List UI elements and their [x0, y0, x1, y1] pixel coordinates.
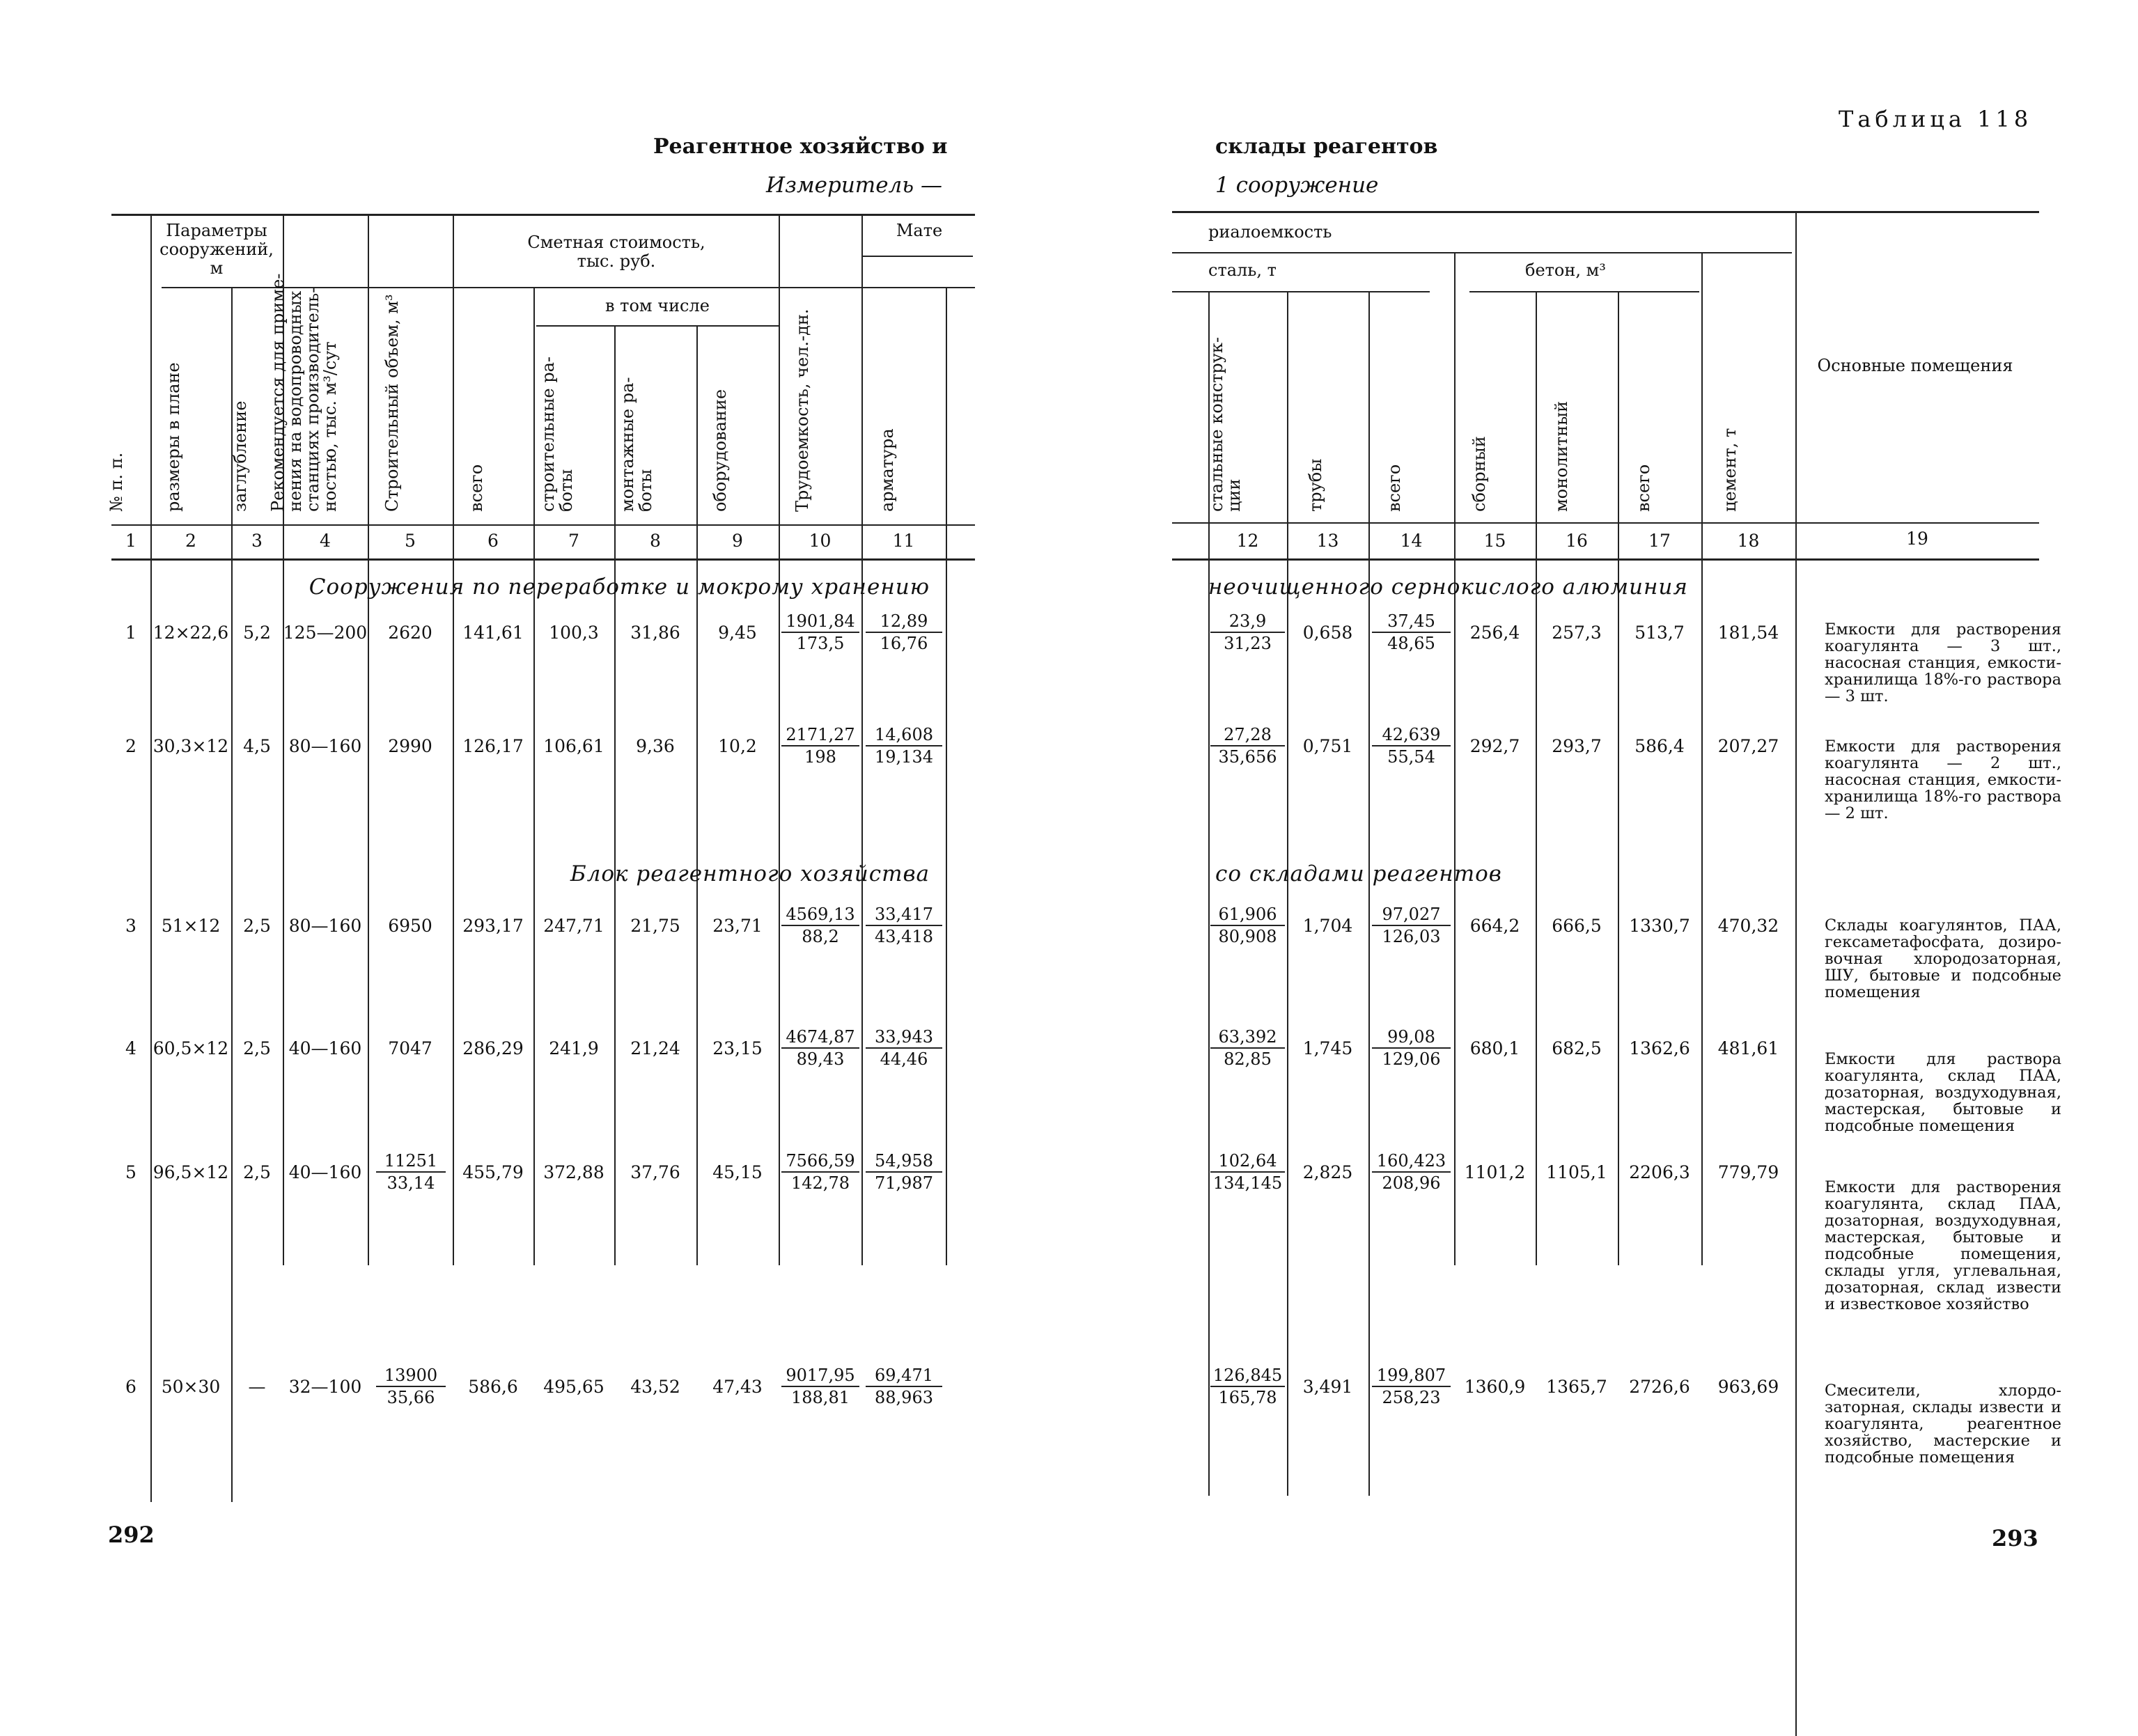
title-left: Реагентное хозяйство и: [653, 134, 948, 159]
row-steel-total-top: 99,08: [1372, 1026, 1451, 1049]
row-steel-total-top: 160,423: [1372, 1150, 1451, 1173]
row-arm-top: 33,417: [866, 904, 942, 926]
row-depth: —: [248, 1377, 266, 1397]
row-labor-top: 1901,84: [781, 611, 859, 633]
row-labor-bottom: 89,43: [796, 1049, 845, 1069]
col-number: 3: [251, 531, 263, 551]
row-labor-bottom: 173,5: [796, 634, 845, 653]
row-capacity: 125—200: [283, 623, 368, 643]
row-prefab: 680,1: [1469, 1038, 1520, 1058]
col-labor-header: Трудоемкость, чел.-дн.: [793, 308, 812, 512]
col-number: 1: [125, 531, 136, 551]
col-number: 18: [1737, 531, 1760, 551]
row-mono: 293,7: [1552, 736, 1602, 756]
row-steel-constr-top: 27,28: [1210, 724, 1285, 746]
row-depth: 5,2: [243, 623, 271, 643]
row-number: 6: [125, 1377, 136, 1397]
col-number: 12: [1236, 531, 1259, 551]
row-capacity: 80—160: [288, 916, 362, 936]
col-number: 7: [568, 531, 579, 551]
row-equip: 47,43: [712, 1377, 763, 1397]
col-number: 6: [487, 531, 499, 551]
row-concrete-total: 513,7: [1634, 623, 1685, 643]
row-steel-total: [1372, 1026, 1451, 1070]
row-steel-constr: [1210, 1150, 1285, 1194]
row-steel-total-bottom: 208,96: [1382, 1173, 1441, 1193]
row-mount: 9,36: [636, 736, 675, 756]
row-build: 372,88: [543, 1162, 604, 1182]
row-arm: [866, 1026, 942, 1070]
row-arm-bottom: 16,76: [880, 634, 928, 653]
row-volume: 6950: [388, 916, 432, 936]
section-heading-right: неочищенного сернокислого алюминия: [1208, 574, 1688, 600]
row-steel-constr-bottom: 80,908: [1218, 927, 1277, 946]
row-cement: 481,61: [1717, 1038, 1779, 1058]
row-number: 3: [125, 916, 136, 936]
row-prefab: 256,4: [1469, 623, 1520, 643]
row-prefab: 1360,9: [1464, 1377, 1526, 1397]
row-pipes: 0,658: [1302, 623, 1353, 643]
row-arm-top: 12,89: [866, 611, 942, 633]
col-total-header: всего: [467, 464, 486, 512]
row-mono: 257,3: [1552, 623, 1602, 643]
row-mono: 1105,1: [1546, 1162, 1607, 1182]
row-pipes: 2,825: [1302, 1162, 1353, 1182]
row-cement: 181,54: [1717, 623, 1779, 643]
row-pipes: 1,745: [1302, 1038, 1353, 1058]
row-labor-top: 2171,27: [781, 724, 859, 746]
row-labor: [781, 1365, 859, 1408]
row-concrete-total: 1362,6: [1629, 1038, 1690, 1058]
row-arm-bottom: 71,987: [875, 1173, 933, 1193]
row-steel-total-top: 37,45: [1372, 611, 1451, 633]
row-volume-top: 13900: [376, 1365, 446, 1387]
row-arm-top: 54,958: [866, 1150, 942, 1173]
row-build: 495,65: [543, 1377, 604, 1397]
row-steel-total-bottom: 48,65: [1387, 634, 1435, 653]
col-number: 11: [892, 531, 915, 551]
row-steel-total: [1372, 1365, 1451, 1408]
row-steel-constr-top: 61,906: [1210, 904, 1285, 926]
col-number: 9: [732, 531, 743, 551]
col-pipes-header: трубы: [1306, 458, 1325, 512]
row-volume: 7047: [388, 1038, 432, 1058]
header-stal: сталь, т: [1208, 260, 1277, 280]
row-steel-constr-bottom: 165,78: [1218, 1388, 1277, 1407]
col-number: 8: [650, 531, 661, 551]
col-concrete-total-header: всего: [1634, 464, 1653, 512]
col-cement-header: цемент, т: [1720, 428, 1740, 512]
row-number: 1: [125, 623, 136, 643]
col-number: 2: [185, 531, 196, 551]
row-labor-bottom: 142,78: [791, 1173, 850, 1193]
row-description: Смесители, хлордозаторная, склады извести и коагулянта, реагентное хозяйство, мастерские и подсобные помещения: [1825, 1382, 2061, 1467]
row-depth: 2,5: [243, 1162, 271, 1182]
col-capacity-header-3: станциях производитель-: [303, 287, 322, 512]
row-equip: 10,2: [718, 736, 757, 756]
row-equip: 23,71: [712, 916, 763, 936]
row-equip: 23,15: [712, 1038, 763, 1058]
row-arm: [866, 1150, 942, 1194]
row-arm: [866, 904, 942, 947]
row-arm: [866, 1365, 942, 1408]
row-total: 293,17: [462, 916, 524, 936]
row-mount: 43,52: [630, 1377, 680, 1397]
row-prefab: 1101,2: [1464, 1162, 1526, 1182]
row-pipes: 1,704: [1302, 916, 1353, 936]
row-steel-total: [1372, 1150, 1451, 1194]
col-number: 19: [1906, 529, 1928, 549]
row-labor: [781, 904, 859, 947]
row-labor-top: 9017,95: [781, 1365, 859, 1387]
row-steel-total-top: 199,807: [1372, 1365, 1451, 1387]
row-depth: 2,5: [243, 1038, 271, 1058]
row-capacity: 40—160: [288, 1038, 362, 1058]
row-steel-constr-top: 63,392: [1210, 1026, 1285, 1049]
row-arm-top: 33,943: [866, 1026, 942, 1049]
row-steel-constr: [1210, 904, 1285, 947]
row-steel-constr: [1210, 1026, 1285, 1070]
col-capacity-header-4: ностью, тыс. м³/сут: [320, 341, 340, 512]
header-beton: бетон, м³: [1525, 260, 1606, 280]
row-size: 51×12: [161, 916, 221, 936]
row-capacity: 80—160: [288, 736, 362, 756]
col-mount-header-2: боты: [636, 469, 655, 512]
row-volume: [376, 1365, 446, 1408]
header-params: Параметры сооружений, м: [159, 221, 274, 278]
row-steel-total-bottom: 258,23: [1382, 1388, 1441, 1407]
col-build-header-1: строительные ра-: [538, 356, 558, 512]
col-size-header: размеры в плане: [164, 362, 183, 512]
row-description: Емкости для растворения коагулянта, склад ПАА, дозаторная, воздуходувная, мастерская, бытовые и подсобные помещения, склады угля, углевальная, дозаторная, склад извести и известковое хозяйство: [1825, 1178, 2061, 1313]
row-arm-bottom: 19,134: [875, 747, 933, 767]
row-description: Емкости для растворения коагулянта — 3 шт., насосная станция, емкости-хранилища 18%-го раствора — 3 шт.: [1825, 620, 2061, 705]
header-rialoemkost: риалоемкость: [1208, 222, 1332, 242]
row-labor-top: 7566,59: [781, 1150, 859, 1173]
col-number: 13: [1316, 531, 1339, 551]
row-size: 30,3×12: [153, 736, 229, 756]
row-steel-constr-top: 23,9: [1210, 611, 1285, 633]
col-depth-header: заглубление: [231, 400, 250, 512]
row-steel-constr-bottom: 35,656: [1218, 747, 1277, 767]
row-description: Емкости для раствора коагулянта, склад ПАА, дозаторная, воздуходувная, мастерская, бытовые и подсобные помещения: [1825, 1050, 2061, 1135]
row-prefab: 664,2: [1469, 916, 1520, 936]
col-arm-header: арматура: [877, 428, 897, 512]
row-volume-bottom: 33,14: [387, 1173, 435, 1193]
row-steel-total-top: 42,639: [1372, 724, 1451, 746]
page-number-right: 293: [1992, 1525, 2038, 1551]
row-arm: [866, 611, 942, 654]
col-number: 5: [405, 531, 416, 551]
row-cement: 470,32: [1717, 916, 1779, 936]
row-depth: 4,5: [243, 736, 271, 756]
row-capacity: 32—100: [288, 1377, 362, 1397]
row-mono: 666,5: [1552, 916, 1602, 936]
row-steel-total: [1372, 904, 1451, 947]
row-labor: [781, 724, 859, 767]
row-pipes: 3,491: [1302, 1377, 1353, 1397]
row-labor: [781, 1150, 859, 1194]
row-arm-top: 69,471: [866, 1365, 942, 1387]
row-labor-bottom: 88,2: [802, 927, 839, 946]
row-concrete-total: 2726,6: [1629, 1377, 1690, 1397]
header-smeta: Сметная стоимость, тыс. руб.: [527, 233, 705, 271]
row-labor-bottom: 188,81: [791, 1388, 850, 1407]
row-pipes: 0,751: [1302, 736, 1353, 756]
subtitle-right: 1 сооружение: [1215, 173, 1379, 198]
row-steel-total-bottom: 55,54: [1387, 747, 1435, 767]
col-steel-constr-header-2: ции: [1224, 478, 1244, 512]
row-mono: 682,5: [1552, 1038, 1602, 1058]
page-number-left: 292: [108, 1522, 155, 1548]
col-build-header-2: боты: [556, 469, 576, 512]
row-build: 100,3: [549, 623, 599, 643]
col-number: 4: [320, 531, 331, 551]
row-mono: 1365,7: [1546, 1377, 1607, 1397]
row-steel-constr-bottom: 82,85: [1224, 1049, 1272, 1069]
row-arm-bottom: 43,418: [875, 927, 933, 946]
row-steel-constr: [1210, 611, 1285, 654]
row-total: 141,61: [462, 623, 524, 643]
row-build: 247,71: [543, 916, 604, 936]
row-size: 60,5×12: [153, 1038, 229, 1058]
row-volume: [376, 1150, 446, 1194]
row-size: 50×30: [161, 1377, 221, 1397]
row-steel-total-bottom: 126,03: [1382, 927, 1441, 946]
row-equip: 45,15: [712, 1162, 763, 1182]
col-equip-header: оборудование: [710, 389, 730, 512]
row-mount: 21,75: [630, 916, 680, 936]
subtitle-left: Измеритель —: [766, 173, 943, 198]
row-equip: 9,45: [718, 623, 757, 643]
col-number: 10: [809, 531, 832, 551]
row-arm-bottom: 88,963: [875, 1388, 933, 1407]
row-cement: 963,69: [1717, 1377, 1779, 1397]
col-mount-header-1: монтажные ра-: [618, 377, 637, 512]
col-steel-total-header: всего: [1384, 464, 1404, 512]
row-total: 286,29: [462, 1038, 524, 1058]
row-build: 241,9: [549, 1038, 599, 1058]
row-build: 106,61: [543, 736, 604, 756]
col-number: 15: [1483, 531, 1506, 551]
row-labor: [781, 1026, 859, 1070]
row-mount: 31,86: [630, 623, 680, 643]
row-volume: 2990: [388, 736, 432, 756]
row-steel-constr: [1210, 1365, 1285, 1408]
row-capacity: 40—160: [288, 1162, 362, 1182]
row-cement: 207,27: [1717, 736, 1779, 756]
row-total: 455,79: [462, 1162, 524, 1182]
row-steel-total: [1372, 724, 1451, 767]
row-labor: [781, 611, 859, 654]
col-capacity-header-2: нения на водопроводных: [286, 290, 305, 512]
header-mate: Мате: [896, 221, 943, 240]
row-mount: 21,24: [630, 1038, 680, 1058]
col-num-header: № п. п.: [107, 452, 126, 512]
row-concrete-total: 586,4: [1634, 736, 1685, 756]
row-arm: [866, 724, 942, 767]
col-number: 16: [1566, 531, 1588, 551]
col-capacity-header-1: Рекомендуется для приме-: [268, 273, 288, 512]
row-concrete-total: 1330,7: [1629, 916, 1690, 936]
row-depth: 2,5: [243, 916, 271, 936]
row-labor-top: 4674,87: [781, 1026, 859, 1049]
row-prefab: 292,7: [1469, 736, 1520, 756]
row-volume-bottom: 35,66: [387, 1388, 435, 1407]
row-steel-constr-top: 102,64: [1210, 1150, 1285, 1173]
row-steel-total-bottom: 129,06: [1382, 1049, 1441, 1069]
row-volume-top: 11251: [376, 1150, 446, 1173]
row-volume: 2620: [388, 623, 432, 643]
col-prefab-header: сборный: [1469, 436, 1489, 512]
row-description: Емкости для растворения коагулянта — 2 шт., насосная станция, емкости-хранилища 18%-го раствора — 2 шт.: [1825, 737, 2061, 822]
row-size: 96,5×12: [153, 1162, 229, 1182]
row-total: 586,6: [468, 1377, 518, 1397]
col-steel-constr-header-1: стальные конструк-: [1207, 336, 1226, 512]
row-steel-total: [1372, 611, 1451, 654]
header-in-total: в том числе: [605, 296, 710, 315]
table-label: Таблица 118: [1839, 106, 2033, 132]
col-number: 14: [1400, 531, 1423, 551]
title-right: склады реагентов: [1215, 134, 1438, 159]
row-steel-constr-bottom: 134,145: [1212, 1173, 1283, 1193]
row-steel-total-top: 97,027: [1372, 904, 1451, 926]
row-labor-bottom: 198: [804, 747, 836, 767]
section-heading-left: Сооружения по переработке и мокрому хранению: [309, 574, 930, 600]
col-mono-header: монолитный: [1552, 400, 1571, 512]
row-size: 12×22,6: [153, 623, 229, 643]
row-description: Склады коагулянтов, ПАА, гексаметафосфата, дозировочная хлородозаторная, ШУ, бытовые и подсобные помещения: [1825, 916, 2061, 1001]
section-heading-left: Блок реагентного хозяйства: [570, 861, 930, 886]
row-steel-constr-top: 126,845: [1210, 1365, 1285, 1387]
row-arm-top: 14,608: [866, 724, 942, 746]
row-total: 126,17: [462, 736, 524, 756]
col-number: 17: [1648, 531, 1671, 551]
row-number: 4: [125, 1038, 136, 1058]
row-number: 5: [125, 1162, 136, 1182]
section-heading-right: со складами реагентов: [1215, 861, 1502, 886]
row-mount: 37,76: [630, 1162, 680, 1182]
header-main-premises: Основные помещения: [1817, 356, 2013, 375]
row-steel-constr-bottom: 31,23: [1224, 634, 1272, 653]
row-cement: 779,79: [1717, 1162, 1779, 1182]
row-arm-bottom: 44,46: [880, 1049, 928, 1069]
row-concrete-total: 2206,3: [1629, 1162, 1690, 1182]
row-labor-top: 4569,13: [781, 904, 859, 926]
row-steel-constr: [1210, 724, 1285, 767]
row-number: 2: [125, 736, 136, 756]
col-volume-header: Строительный объем, м³: [382, 294, 402, 512]
